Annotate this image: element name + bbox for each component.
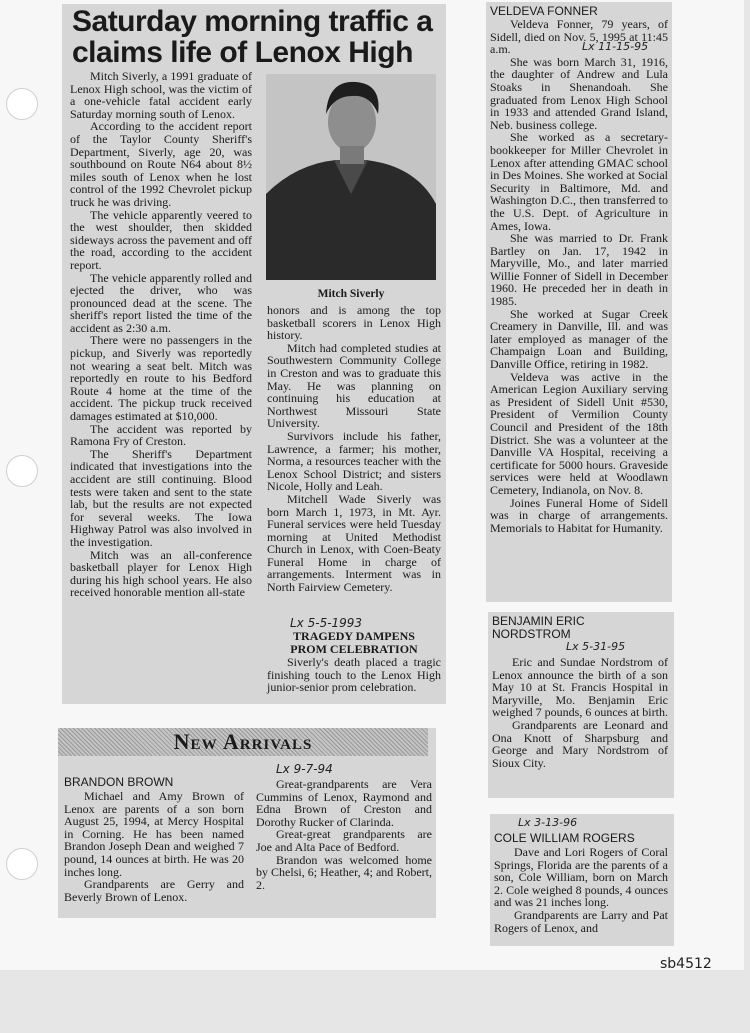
- paragraph: Mitch was an all-conference basketball player for Lenox High during his high school years. He also received honorable mention all-state: [70, 547, 252, 600]
- paragraph: honors and is among the top basketball scorers in Lenox High history.: [267, 303, 441, 343]
- paragraph: Great-grandparents are Vera Cummins of Lenox, Raymond and Edna Brown of Creston and Dorothy Rucker of Clarinda.: [256, 777, 432, 829]
- new-arrivals-clipping: [58, 728, 436, 918]
- obituary-body: [490, 18, 668, 534]
- banner-title: New Arrivals: [173, 729, 313, 754]
- binder-hole: [6, 455, 38, 487]
- paragraph: Siverly's death placed a tragic finishing touch to the Lenox High junior-senior prom celebration.: [267, 655, 441, 695]
- paragraph: According to the accident report of the Taylor County Sheriff's Department, Siverly, age 20, was southbound on Route N64 about 8½ miles south of Lenox when he lost control of the 1992 Chevrolet pickup truck he was driving.: [70, 119, 252, 209]
- paragraph: Grandparents are Leonard and Ona Knott of Sharpsburg and George and Mary Nordstrom of Sioux City.: [492, 717, 668, 770]
- photo-caption: Mitch Siverly: [317, 288, 385, 300]
- obituary-name: VELDEVA FONNER: [490, 4, 598, 18]
- paragraph: She worked as a secretary-bookkeeper for Miller Chevrolet in Lenox after attending GMAC school in Des Moines. She worked at Social Security in Baltimore, Md. and Washington D.C., then transferred to the U.S. Dept. of Agriculture in Ames, Iowa.: [490, 130, 668, 233]
- paragraph: The vehicle apparently veered to the west shoulder, then skidded sideways across the pavement and off the road, according to the accident report.: [70, 207, 252, 272]
- paragraph: Grandparents are Gerry and Beverly Brown of Lenox.: [64, 877, 244, 904]
- handwritten-date: Lx 11-15-95: [582, 40, 649, 53]
- article-column-1: [70, 70, 252, 599]
- article-subhead: [267, 630, 441, 655]
- paragraph: The Sheriff's Department indicated that investigations into the accident are still continuing. Blood tests were taken and sent to the state lab, but the results are not expected for several weeks. The Iowa Highway Patrol was also involved in the investigation.: [70, 446, 252, 549]
- page-number: sb4512: [660, 956, 712, 972]
- binder-hole: [6, 848, 38, 880]
- paragraph: She was married to Dr. Frank Bartley on Jan. 17, 1942 in Maryville, Mo., and later married Willie Fonner of Sidell in December 1960. He preceded her in death in 1985.: [490, 231, 668, 309]
- paragraph: Joines Funeral Home of Sidell was in charge of arrangements. Memorials to Habitat for Humanity.: [490, 495, 668, 535]
- paragraph: Michael and Amy Brown of Lenox are parents of a son born August 25, 1994, at Mercy Hospital in Corning. He has been named Brandon Joseph Dean and weighed 7 pound, 14 ounces at birth. He was 20 inches long.: [64, 789, 244, 879]
- birth-name-heading: COLE WILLIAM ROGERS: [494, 831, 635, 845]
- binder-hole: [6, 88, 38, 120]
- new-arrivals-banner: [58, 728, 428, 756]
- paragraph: The vehicle apparently rolled and ejected the driver, who was pronounced dead at the scene. The sheriff's report listed the time of the accident as 2:30 a.m.: [70, 270, 252, 335]
- name-line-2: NORDSTROM: [492, 627, 571, 641]
- subhead-paragraph: [267, 656, 441, 694]
- subhead-line-2: PROM CELEBRATION: [290, 641, 418, 656]
- paragraph: She worked at Sugar Creek Creamery in Danville, Ill. and was later employed as manager of the Champaign Loan and Building, Danville Office, retiring in 1982.: [490, 306, 668, 372]
- paragraph: Brandon was welcomed home by Chelsi, 6; Heather, 4; and Robert, 2.: [256, 852, 432, 892]
- paragraph: Veldeva Fonner, 79 years, of Sidell, died on Nov. 5, 1995 at 11:45 a.m.: [490, 17, 668, 57]
- nordstrom-body: [492, 656, 668, 769]
- paragraph: Dave and Lori Rogers of Coral Springs, Florida are the parents of a son, Cole William, born on March 2. Cole weighed 8 pounds, 4 ounces and was 21 inches long.: [494, 845, 668, 910]
- handwritten-date: Lx 3-13-96: [518, 816, 578, 829]
- arrivals-left-column: [64, 790, 244, 903]
- paragraph: Veldeva was active in the American Legion Auxiliary serving as President of Sidell Unit #530, President of Vermilion County Council and President of the 18th District. She was a volunteer at the Danville VA Hospital, receiving a certificate for 5000 hours. Graveside services were held at Woodlawn Cemetery, Indianola, on Nov. 8.: [490, 369, 668, 497]
- birth-name-heading: BRANDON BROWN: [64, 775, 174, 789]
- paragraph: Mitchell Wade Siverly was born March 1, 1973, in Mt. Ayr. Funeral services were held Tuesday morning at United Methodist Church in Lenox, with Coen-Beaty Funeral Home in charge of arrangements. Interment was in North Fairview Cemetery.: [267, 491, 441, 595]
- handwritten-date: Lx 9-7-94: [276, 762, 333, 776]
- paragraph: There were no passengers in the pickup, and Siverly was reportedly not wearing a seat belt. Mitch was reportedly en route to his Bedford Route 4 home at the time of the accident. The pickup truck received damages estimated at $10,000.: [70, 333, 252, 424]
- article-headline: [72, 6, 444, 68]
- headline-line-1: Saturday morning traffic a: [72, 6, 433, 38]
- paragraph: Mitch Siverly, a 1991 graduate of Lenox High school, was the victim of a one-vehicle fatal accident early Saturday morning south of Lenox.: [70, 69, 252, 121]
- paragraph: Great-great grandparents are Joe and Alta Pace of Bedford.: [256, 827, 432, 854]
- handwritten-date: Lx 5-31-95: [566, 640, 626, 653]
- traffic-accident-article: [62, 4, 446, 704]
- paragraph: Mitch had completed studies at Southwestern Community College in Creston and was to graduate this May. He was planning on continuing his education at Northwest Missouri State University.: [267, 340, 441, 431]
- paragraph: The accident was reported by Ramona Fry of Creston.: [70, 421, 252, 449]
- subhead-line-1: TRAGEDY DAMPENS: [293, 629, 415, 643]
- nordstrom-birth-clipping: [488, 612, 674, 798]
- paragraph: Survivors include his father, Lawrence, a farmer; his mother, Norma, a resources teacher with the Lenox School District; and sisters Nicole, Holly and Leah.: [267, 428, 441, 494]
- birth-name-heading: [492, 615, 585, 641]
- handwritten-date: Lx 5-5-1993: [290, 616, 363, 630]
- paragraph: Eric and Sundae Nordstrom of Lenox announce the birth of a son May 10 at St. Francis Hospital in Maryville, Mo. Benjamin Eric weighed 7 pounds, 6 ounces at birth.: [492, 655, 668, 720]
- paragraph: Grandparents are Larry and Pat Rogers of Lenox, and: [494, 907, 668, 935]
- headline-line-2: claims life of Lenox High: [72, 36, 413, 68]
- paragraph: She was born March 31, 1916, the daughter of Andrew and Lula Stoaks in Shenandoah. She graduated from Lenox High School in 1933 and attended Grand Island, Neb. business college.: [490, 54, 668, 132]
- portrait-photo: [266, 74, 436, 280]
- article-column-2: [267, 304, 441, 594]
- obituary-clipping: [486, 2, 672, 602]
- rogers-body: [494, 846, 668, 934]
- portrait-illustration: [266, 74, 436, 280]
- arrivals-right-column: [256, 778, 432, 891]
- rogers-birth-clipping: [490, 814, 674, 946]
- name-line-1: BENJAMIN ERIC: [492, 614, 585, 628]
